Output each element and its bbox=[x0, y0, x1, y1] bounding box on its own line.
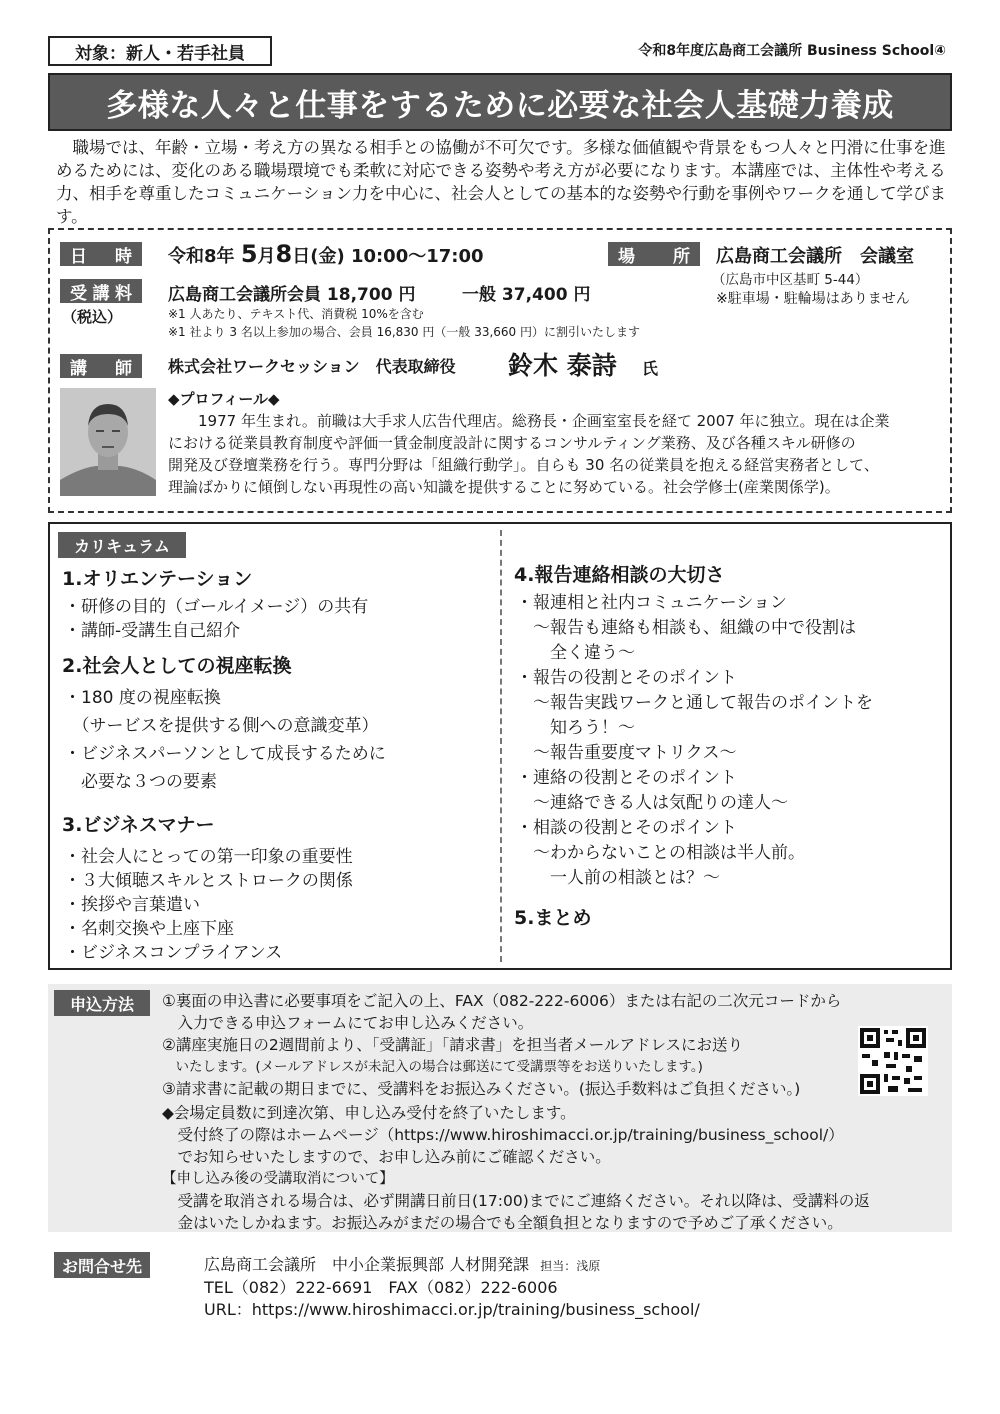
intro-paragraph: 職場では、年齢・立場・考え方の異なる相手との協働が不可欠です。多様な価値観や背景をもつ人々と円滑に仕事を進めるためには、変化のある職場環境でも柔軟に対応できる姿勢や考え方が必要になります。本講座では、主体性や考える力、相手を尊重したコミュニケーション力を中心に、社会人としての基本的な姿勢や行動を事例やワークを通して学びます。 bbox=[56, 138, 947, 226]
contact-org-line bbox=[204, 1254, 700, 1277]
curriculum-item: ・講師-受講生自己紹介 bbox=[64, 621, 241, 641]
target-audience-tag: 対象：新人・若手社員 bbox=[48, 36, 272, 66]
curriculum-section-heading: 1.オリエンテーション bbox=[62, 568, 253, 590]
lecturer-photo bbox=[60, 388, 156, 496]
fee-label bbox=[60, 279, 142, 303]
contact-label: お問合せ先 bbox=[54, 1252, 150, 1278]
profile-line: における従業員教育制度や評価一賃金制度設計に関するコンサルティング業務、及び各種スキル研修の bbox=[168, 434, 856, 452]
fee-label-char: 受 bbox=[70, 283, 87, 304]
notice-line: ◆会場定員数に到達次第、申し込み受付を終了いたします。 bbox=[162, 1104, 576, 1122]
curriculum-item: ・名刺交換や上座下座 bbox=[64, 919, 234, 939]
contact-info bbox=[204, 1254, 700, 1321]
curriculum-item: ・報連相と社内コミュニケーション bbox=[516, 593, 787, 613]
lecturer-label-char: 師 bbox=[115, 358, 132, 379]
curriculum-item: ・社会人にとっての第一印象の重要性 bbox=[64, 847, 353, 867]
contact-tel-fax: TEL（082）222-6691 FAX（082）222-6006 bbox=[204, 1278, 558, 1297]
lecturer-suffix: 氏 bbox=[642, 359, 659, 378]
profile-text bbox=[168, 410, 948, 498]
curriculum-item: ・ビジネスパーソンとして成長するために bbox=[64, 744, 386, 764]
cancel-line: 受講を取消される場合は、必ず開講日前日(17:00)までにご連絡ください。それ以降は、受講料の返 bbox=[162, 1192, 870, 1210]
lecturer-photo-image bbox=[60, 388, 156, 496]
curriculum-item: ・180 度の視座転換 bbox=[64, 688, 221, 708]
page-title: 多様な人々と仕事をするために必要な社会人基礎力養成 bbox=[48, 73, 952, 131]
fee-general: 一般 37,400 円 bbox=[462, 285, 591, 305]
application-notice bbox=[162, 1102, 844, 1168]
curriculum-section-heading: 3.ビジネスマナー bbox=[62, 814, 215, 836]
contact-org: 広島商工会議所 中小企業振興部 人材開発課 bbox=[204, 1255, 530, 1274]
date-year: 令和8年 bbox=[168, 246, 235, 267]
curriculum-item: ～報告実践ワークと通して報告のポイントを bbox=[516, 693, 873, 713]
curriculum-item: ～報告も連絡も相談も、組織の中で役割は bbox=[516, 618, 856, 638]
curriculum-item: 知ろう！～ bbox=[516, 718, 635, 738]
application-line: ③請求書に記載の期日までに、受講料をお振込みください。(振込手数料はご負担ください。) bbox=[162, 1080, 801, 1098]
qr-code-image bbox=[858, 1026, 928, 1096]
curriculum-item: ・３大傾聴スキルとストロークの関係 bbox=[64, 871, 353, 891]
contact-url[interactable]: URL：https://www.hiroshimacci.or.jp/training/business_school/ bbox=[204, 1300, 700, 1319]
date-label-char: 時 bbox=[115, 246, 132, 267]
profile-heading: ◆プロフィール◆ bbox=[168, 390, 280, 408]
curriculum-label: カリキュラム bbox=[58, 532, 186, 558]
place-name: 広島商工会議所 会議室 bbox=[716, 246, 914, 267]
curriculum-divider bbox=[500, 530, 502, 962]
qr-code-icon[interactable] bbox=[858, 1026, 928, 1096]
profile-line: 理論ばかりに傾倒しない再現性の高い知識を提供することに努めている。社会学修士(産業関係学)。 bbox=[168, 478, 840, 496]
curriculum-right-column bbox=[514, 560, 944, 930]
cancel-policy bbox=[162, 1168, 870, 1234]
curriculum-item: ～報告重要度マトリクス～ bbox=[516, 743, 737, 763]
fee-note-2: ※1 社より 3 名以上参加の場合、会員 16,830 円（一般 33,660 円）に割引いたします bbox=[168, 325, 641, 339]
profile-line: 1977 年生まれ。前職は大手求人広告代理店。総務長・企画室室長を経て 2007 年に独立。現在は企業 bbox=[198, 412, 890, 430]
lecturer-company: 株式会社ワークセッション 代表取締役 bbox=[168, 357, 456, 376]
curriculum-item: ・挨拶や言葉遣い bbox=[64, 895, 200, 915]
place-note: ※駐車場・駐輪場はありません bbox=[716, 291, 910, 307]
contact-person: 担当：浅原 bbox=[540, 1259, 601, 1273]
application-line: ②講座実施日の2週間前より、「受講証」「請求書」を担当者メールアドレスにお送り bbox=[162, 1036, 743, 1054]
application-line: 入力できる申込フォームにてお申し込みください。 bbox=[162, 1014, 534, 1032]
application-label: 申込方法 bbox=[54, 990, 150, 1016]
fee-label-char: 料 bbox=[115, 283, 132, 304]
curriculum-item: 一人前の相談とは？～ bbox=[516, 868, 720, 888]
curriculum-item: ・報告の役割とそのポイント bbox=[516, 668, 737, 688]
curriculum-section-heading: 4.報告連絡相談の大切さ bbox=[514, 564, 725, 586]
place-label-char: 所 bbox=[673, 246, 690, 267]
date-month: 5 bbox=[240, 240, 258, 268]
series-label: 令和8年度広島商工会議所 Business School④ bbox=[638, 43, 946, 59]
date-time: 日(金) 10:00～17:00 bbox=[292, 246, 484, 267]
cancel-heading: 【申し込み後の受講取消について】 bbox=[162, 1171, 394, 1187]
lecturer-label bbox=[60, 354, 142, 378]
curriculum-item: 全く違う～ bbox=[516, 643, 635, 663]
place-label bbox=[608, 242, 700, 266]
cancel-line: 金はいたしかねます。お振込みがまだの場合でも全額負担となりますので予めご了承ください。 bbox=[162, 1214, 843, 1232]
date-value bbox=[168, 240, 484, 268]
curriculum-item: ・相談の役割とそのポイント bbox=[516, 818, 737, 838]
date-label bbox=[60, 242, 142, 266]
curriculum-item: ～わからないことの相談は半人前。 bbox=[516, 843, 805, 863]
notice-line: 受付終了の際はホームページ（https://www.hiroshimacci.or.jp/training/business_school/） bbox=[162, 1126, 844, 1144]
curriculum-section-heading: 5.まとめ bbox=[514, 907, 592, 929]
profile-line: 開発及び登壇業務を行う。専門分野は「組織行動学」。自らも 30 名の従業員を抱える経営実務者として、 bbox=[168, 456, 879, 474]
curriculum-left-column bbox=[62, 564, 492, 965]
fee-label-char: 講 bbox=[92, 283, 110, 304]
curriculum-item: ～連絡できる人は気配りの達人～ bbox=[516, 793, 788, 813]
application-line: いたします。(メールアドレスが未記入の場合は郵送にて受講票等をお送りいたします。) bbox=[162, 1059, 703, 1075]
application-steps bbox=[162, 990, 841, 1100]
notice-line: でお知らせいたしますので、お申し込み前にご確認ください。 bbox=[162, 1148, 611, 1166]
curriculum-item: 必要な３つの要素 bbox=[64, 772, 217, 792]
curriculum-item: ・研修の目的（ゴールイメージ）の共有 bbox=[64, 597, 369, 617]
curriculum-item: （サービスを提供する側への意識変革） bbox=[64, 716, 379, 736]
fee-tax-note: （税込） bbox=[62, 308, 123, 326]
curriculum-item: ・ビジネスコンプライアンス bbox=[64, 943, 283, 963]
lecturer-name: 鈴木 泰詩 bbox=[508, 351, 617, 380]
fee-note-1: ※1 人あたり、テキスト代、消費税 10%を含む bbox=[168, 307, 424, 321]
fee-member: 広島商工会議所会員 18,700 円 bbox=[168, 285, 416, 305]
date-label-char: 日 bbox=[70, 246, 87, 267]
curriculum-section-heading: 2.社会人としての視座転換 bbox=[62, 655, 292, 677]
application-line: ①裏面の申込書に必要事項をご記入の上、FAX（082-222-6006）または右記の二次元コードから bbox=[162, 992, 842, 1010]
curriculum-item: ・連絡の役割とそのポイント bbox=[516, 768, 737, 788]
place-label-char: 場 bbox=[618, 246, 635, 267]
date-day: 8 bbox=[275, 240, 293, 268]
lecturer-label-char: 講 bbox=[70, 358, 87, 379]
date-month-unit: 月 bbox=[257, 246, 276, 267]
place-address: （広島市中区基町 5-44） bbox=[712, 272, 869, 288]
